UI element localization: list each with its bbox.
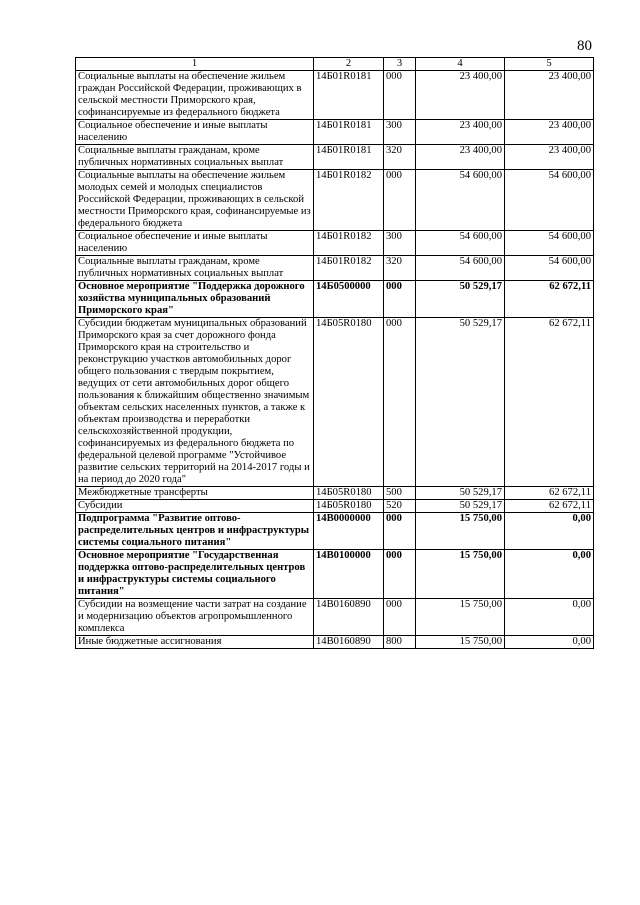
row-amount-col5: 62 672,11: [505, 281, 594, 318]
table-body: [76, 71, 594, 649]
row-amount-col4: 54 600,00: [416, 256, 505, 281]
row-amount-col4: 50 529,17: [416, 281, 505, 318]
row-description: Социальные выплаты гражданам, кроме публичных нормативных социальных выплат: [76, 145, 314, 170]
row-target-code: 14В0160890: [314, 599, 384, 636]
row-expense-type: 000: [384, 170, 416, 231]
row-amount-col5: 62 672,11: [505, 500, 594, 513]
header-col-5: 5: [505, 58, 594, 71]
row-amount-col5: 62 672,11: [505, 487, 594, 500]
row-amount-col5: 54 600,00: [505, 231, 594, 256]
row-expense-type: 320: [384, 256, 416, 281]
row-expense-type: 000: [384, 318, 416, 487]
row-expense-type: 000: [384, 513, 416, 550]
row-description: Субсидии: [76, 500, 314, 513]
row-target-code: 14Б01R0181: [314, 145, 384, 170]
row-description: Социальные выплаты на обеспечение жильем молодых семей и молодых специалистов Российской Федерации, проживающих в сельской местности Приморского края, софинансируемые из федерального бюджета: [76, 170, 314, 231]
row-target-code: 14Б01R0182: [314, 170, 384, 231]
row-description: Межбюджетные трансферты: [76, 487, 314, 500]
row-target-code: 14Б01R0182: [314, 256, 384, 281]
row-amount-col4: 15 750,00: [416, 636, 505, 649]
row-amount-col5: 23 400,00: [505, 120, 594, 145]
header-col-2: 2: [314, 58, 384, 71]
row-target-code: 14Б05R0180: [314, 318, 384, 487]
row-amount-col5: 54 600,00: [505, 170, 594, 231]
header-col-3: 3: [384, 58, 416, 71]
row-amount-col5: 0,00: [505, 636, 594, 649]
row-amount-col4: 23 400,00: [416, 145, 505, 170]
row-description: Социальные выплаты гражданам, кроме публичных нормативных социальных выплат: [76, 256, 314, 281]
row-description: Субсидии на возмещение части затрат на создание и модернизацию объектов агропромышленного комплекса: [76, 599, 314, 636]
row-description: Социальное обеспечение и иные выплаты населению: [76, 231, 314, 256]
row-amount-col5: 54 600,00: [505, 256, 594, 281]
row-target-code: 14Б0500000: [314, 281, 384, 318]
row-amount-col4: 50 529,17: [416, 487, 505, 500]
row-target-code: 14Б01R0181: [314, 71, 384, 120]
table-row: [76, 170, 594, 231]
row-amount-col5: 23 400,00: [505, 145, 594, 170]
row-amount-col4: 15 750,00: [416, 513, 505, 550]
table-row: [76, 513, 594, 550]
row-target-code: 14В0100000: [314, 550, 384, 599]
row-target-code: 14В0000000: [314, 513, 384, 550]
header-col-1: 1: [76, 58, 314, 71]
row-description: Социальное обеспечение и иные выплаты населению: [76, 120, 314, 145]
row-expense-type: 000: [384, 599, 416, 636]
table-row: [76, 487, 594, 500]
row-target-code: 14В0160890: [314, 636, 384, 649]
row-expense-type: 000: [384, 71, 416, 120]
row-amount-col4: 23 400,00: [416, 71, 505, 120]
page-number: 80: [577, 38, 592, 54]
row-expense-type: 000: [384, 281, 416, 318]
row-target-code: 14Б01R0181: [314, 120, 384, 145]
row-description: Подпрограмма "Развитие оптово-распределительных центров и инфраструктуры системы социального питания": [76, 513, 314, 550]
table-row: [76, 120, 594, 145]
table-row: [76, 281, 594, 318]
row-amount-col4: 15 750,00: [416, 550, 505, 599]
row-amount-col5: 0,00: [505, 599, 594, 636]
row-target-code: 14Б05R0180: [314, 500, 384, 513]
row-target-code: 14Б05R0180: [314, 487, 384, 500]
row-description: Субсидии бюджетам муниципальных образований Приморского края за счет дорожного фонда Приморского края на строительство и реконструкцию участков автомобильных дорог общего пользования с твердым покрытием, ведущих от сети автомобильных дорог общего пользования к ближайшим общественно значимым объектам сельских населенных пунктов, а также к объектам производства и переработки сельскохозяйственной продукции, софинансируемых из федерального бюджета по федеральной целевой программе "Устойчивое развитие сельских территорий на 2014-2017 годы и на период до 2020 года": [76, 318, 314, 487]
row-target-code: 14Б01R0182: [314, 231, 384, 256]
row-expense-type: 300: [384, 231, 416, 256]
row-amount-col4: 15 750,00: [416, 599, 505, 636]
table-row: [76, 599, 594, 636]
row-amount-col4: 50 529,17: [416, 500, 505, 513]
row-amount-col5: 23 400,00: [505, 71, 594, 120]
table-header-row: [76, 58, 594, 71]
table-row: [76, 145, 594, 170]
row-amount-col5: 62 672,11: [505, 318, 594, 487]
budget-table: [75, 57, 594, 649]
row-amount-col5: 0,00: [505, 550, 594, 599]
row-description: Социальные выплаты на обеспечение жильем граждан Российской Федерации, проживающих в сельской местности Приморского края, софинансируемые из федерального бюджета: [76, 71, 314, 120]
header-col-4: 4: [416, 58, 505, 71]
row-expense-type: 300: [384, 120, 416, 145]
table-row: [76, 71, 594, 120]
row-expense-type: 520: [384, 500, 416, 513]
table-row: [76, 231, 594, 256]
row-expense-type: 000: [384, 550, 416, 599]
row-amount-col4: 54 600,00: [416, 231, 505, 256]
row-description: Основное мероприятие "Государственная поддержка оптово-распределительных центров и инфраструктуры системы социального питания": [76, 550, 314, 599]
table-row: [76, 636, 594, 649]
row-amount-col5: 0,00: [505, 513, 594, 550]
row-expense-type: 800: [384, 636, 416, 649]
table-row: [76, 550, 594, 599]
row-expense-type: 500: [384, 487, 416, 500]
row-description: Иные бюджетные ассигнования: [76, 636, 314, 649]
row-amount-col4: 54 600,00: [416, 170, 505, 231]
row-amount-col4: 23 400,00: [416, 120, 505, 145]
row-expense-type: 320: [384, 145, 416, 170]
table-row: [76, 256, 594, 281]
table-row: [76, 318, 594, 487]
row-amount-col4: 50 529,17: [416, 318, 505, 487]
row-description: Основное мероприятие "Поддержка дорожного хозяйства муниципальных образований Приморского края": [76, 281, 314, 318]
table-row: [76, 500, 594, 513]
